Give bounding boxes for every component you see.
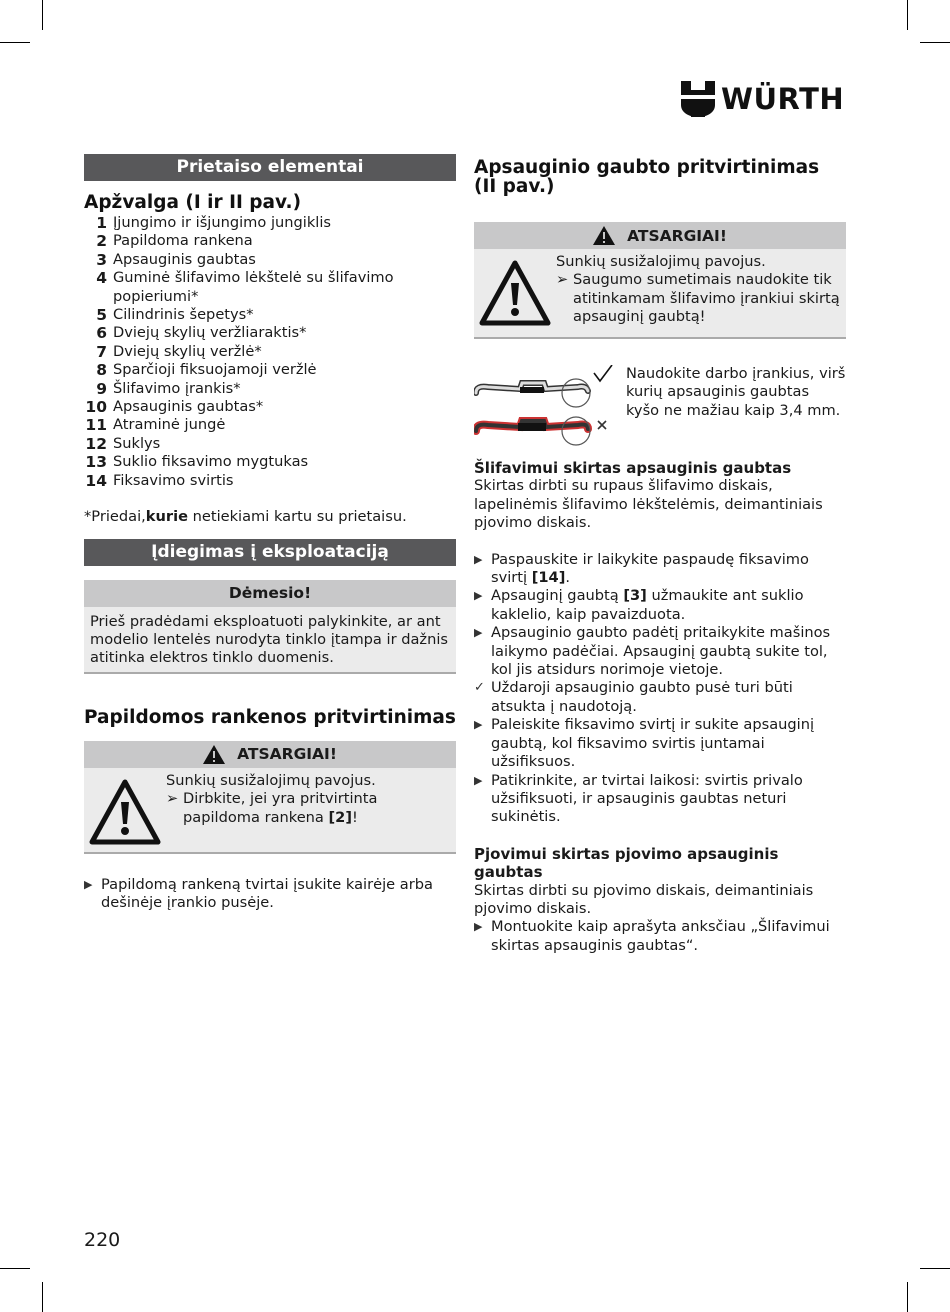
item-number: 7 [96, 342, 107, 361]
attention-box [84, 580, 456, 674]
crop-mark [907, 1282, 908, 1312]
list-item [84, 343, 456, 361]
triangle-bullet-icon: ▶ [474, 718, 483, 732]
guard-overlap-figure [474, 365, 614, 451]
item-number: 8 [96, 361, 107, 380]
item-number: 12 [85, 434, 107, 453]
item-number: 4 [96, 269, 107, 288]
item-number: 14 [85, 471, 107, 490]
triangle-bullet-icon: ▶ [474, 626, 483, 640]
list-item [84, 435, 456, 453]
warning-large-icon-wrap [474, 249, 556, 337]
crop-mark [42, 0, 43, 30]
warning-line: Sunkių susižalojimų pavojus. [166, 771, 376, 789]
item-number: 10 [85, 398, 107, 417]
crop-mark [0, 1268, 30, 1269]
list-item [84, 214, 456, 232]
item-label: Fiksavimo svirtis [113, 471, 234, 489]
attention-title: Dėmesio! [84, 580, 456, 607]
item-label: Sparčioji fiksuojamoji veržlė [113, 361, 317, 379]
guard-warning-box [474, 222, 846, 339]
warning-large-icon [89, 778, 161, 846]
item-label: Cilindrinis šepetys* [113, 306, 254, 324]
arrowhead-icon: ➢ [166, 790, 179, 808]
warning-large-icon [479, 259, 551, 327]
brand-name: WÜRTH [721, 82, 845, 116]
warning-bullet: ➢ Dirbkite, jei yra pritvirtinta papildoma rankena [2]! [166, 790, 378, 826]
guard-figure-row [474, 365, 846, 451]
footnote: *Priedai,kurie netiekiami kartu su prietaisu. [84, 508, 407, 526]
grinding-steps [474, 551, 846, 827]
overview-list [84, 214, 456, 490]
warning-title-bar [84, 741, 456, 768]
list-item [84, 269, 456, 306]
list-item [84, 416, 456, 434]
warning-title-bar [474, 222, 846, 249]
item-number: 5 [96, 306, 107, 325]
triangle-bullet-icon: ▶ [84, 877, 93, 891]
warning-bullet: ➢ Saugumo sumetimais naudokite tik atitinkamam šlifavimo įrankiui skirtą apsauginį gaubtą! [556, 271, 840, 326]
list-item: ▶ Apsauginio gaubto padėtį pritaikykite mašinos laikymo padėčiai. Apsauginį gaubtą sukite tol, kol jis atsidurs norimoje vietoje. [474, 624, 831, 679]
section-title-elements: Prietaiso elementai [84, 154, 456, 181]
item-label: Suklio fiksavimo mygtukas [113, 453, 309, 471]
cutting-guard-text: Skirtas dirbti su pjovimo diskais, deimantiniais pjovimo diskais. [474, 881, 814, 917]
warning-line: Sunkių susižalojimų pavojus. [556, 253, 766, 270]
item-number: 1 [96, 214, 107, 232]
item-label: Apsauginis gaubtas [113, 250, 256, 268]
guard-heading: Apsauginio gaubto pritvirtinimas (II pav.) [474, 157, 820, 197]
list-item: ▶ Papildomą rankeną tvirtai įsukite kairėje arba dešinėje įrankio pusėje. [84, 875, 433, 912]
warning-icon [203, 745, 225, 764]
item-number: 6 [96, 324, 107, 343]
crop-mark [42, 1282, 43, 1312]
arrowhead-icon: ➢ [556, 271, 569, 289]
handle-steps [84, 876, 456, 913]
triangle-bullet-icon: ▶ [474, 552, 483, 566]
item-label: Apsauginis gaubtas* [113, 398, 264, 416]
list-item: ✓ Uždaroji apsauginio gaubto pusė turi būti atsukta į naudotoją. [474, 679, 793, 715]
crop-mark [907, 0, 908, 30]
list-item [84, 251, 456, 269]
cutting-guard-heading: Pjovimui skirtas pjovimo apsauginis gaubtas [474, 844, 779, 882]
list-item [84, 453, 456, 471]
item-number: 3 [96, 250, 107, 269]
right-column [474, 154, 846, 955]
item-number: 2 [96, 232, 107, 251]
crop-mark [0, 42, 30, 43]
list-item [84, 306, 456, 324]
attention-text: Prieš pradėdami eksploatuoti palykinkite, ar ant modelio lentelės nurodyta tinklo įtampa ir dažnis atitinka elektros tinklo duomenis. [84, 607, 456, 674]
warning-title: ATSARGIAI! [627, 226, 727, 245]
item-label: Papildoma rankena [113, 232, 253, 250]
item-number: 11 [85, 416, 107, 435]
wurth-logo-icon [681, 81, 715, 117]
item-label: Atraminė jungė [113, 416, 226, 434]
page-number: 220 [84, 1229, 121, 1251]
crop-mark [920, 1268, 950, 1269]
left-column [84, 154, 456, 913]
section-title-commissioning: Įdiegimas į eksploataciją [84, 539, 456, 566]
list-item: ▶ Paspauskite ir laikykite paspaudę fiksavimo svirtį [14]. [474, 550, 809, 587]
list-item: ▶ Paleiskite fiksavimo svirtį ir sukite apsauginį gaubtą, kol fiksavimo svirtis įuntamai užsifiksuos. [474, 716, 815, 771]
item-number: 9 [96, 379, 107, 398]
handle-warning-box [84, 741, 456, 854]
list-item [84, 472, 456, 490]
item-label: Šlifavimo įrankis* [113, 379, 241, 397]
list-item [84, 398, 456, 416]
item-label: Dviejų skylių veržlė* [113, 342, 262, 360]
brand-logo [681, 80, 847, 118]
warning-body [474, 249, 846, 339]
item-label: Suklys [113, 434, 161, 452]
item-label: Dviejų skylių veržliaraktis* [113, 324, 307, 342]
warning-body [84, 768, 456, 854]
list-item [84, 361, 456, 379]
triangle-bullet-icon: ▶ [474, 589, 483, 603]
triangle-bullet-icon: ▶ [474, 773, 483, 787]
handle-heading: Papildomos rankenos pritvirtinimas [84, 706, 456, 728]
triangle-bullet-icon: ▶ [474, 920, 483, 934]
list-item [84, 232, 456, 250]
list-item: ▶ Apsauginį gaubtą [3] užmaukite ant suklio kaklelio, kaip pavaizduota. [474, 587, 804, 623]
warning-title: ATSARGIAI! [237, 745, 337, 764]
grinding-guard-heading: Šlifavimui skirtas apsauginis gaubtas [474, 459, 792, 477]
warning-large-icon-wrap [84, 768, 166, 852]
checkmark-icon: ✓ [474, 680, 485, 696]
warning-text [556, 249, 846, 337]
crop-mark [920, 42, 950, 43]
list-item [84, 324, 456, 342]
list-item [84, 380, 456, 398]
list-item: ▶ Montuokite kaip aprašyta anksčiau „Šlifavimui skirtas apsauginis gaubtas“. [474, 918, 830, 954]
grinding-guard-text: Skirtas dirbti su rupaus šlifavimo diskais, lapelinėmis šlifavimo lėkštelėmis, deimantiniais pjovimo diskais. [474, 477, 823, 532]
warning-icon [593, 226, 615, 245]
figure-caption: Naudokite darbo įrankius, virš kurių apsauginis gaubtas kyšo ne mažiau kaip 3,4 mm. [626, 365, 846, 419]
item-label: Įjungimo ir išjungimo jungiklis [113, 214, 332, 231]
cutting-steps [474, 918, 846, 955]
item-label: Guminė šlifavimo lėkštelė su šlifavimo popieriumi* [113, 269, 394, 305]
overview-heading: Apžvalga (I ir II pav.) [84, 192, 302, 213]
item-number: 13 [85, 453, 107, 472]
warning-text [166, 768, 456, 852]
list-item: ▶ Patikrinkite, ar tvirtai laikosi: svirtis privalo užsifiksuoti, ir apsauginis gaubtas neturi sukinėtis. [474, 771, 803, 826]
